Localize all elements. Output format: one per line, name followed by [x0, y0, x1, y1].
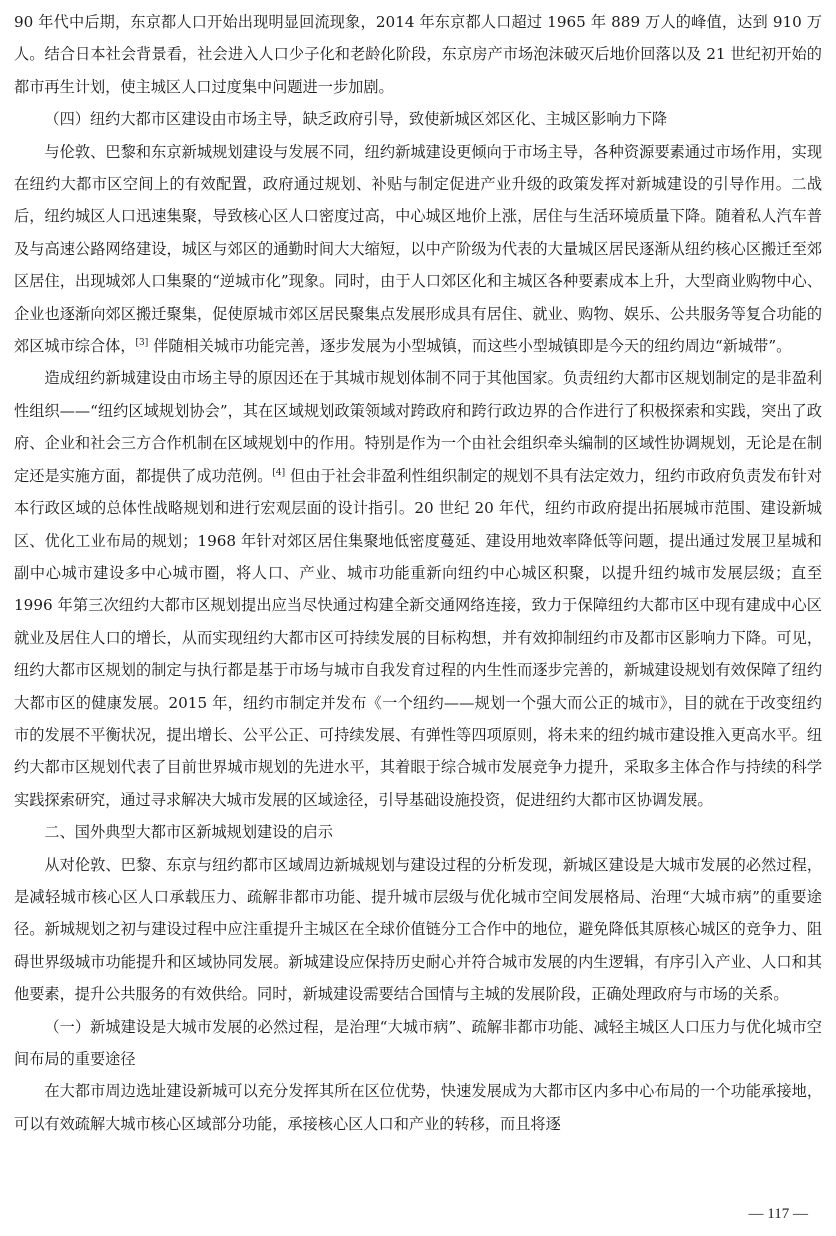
- body-paragraph: [14, 849, 822, 1011]
- body-paragraph: [14, 1075, 822, 1140]
- body-paragraph: [14, 6, 822, 103]
- text-run: （一）新城建设是大城市发展的必然过程，是治理“大城市病”、疏解非都市功能、减轻主城区人口压力与优化城市空间布局的重要途径: [14, 1017, 822, 1068]
- footnote-marker: [3]: [135, 338, 149, 348]
- footnote-marker: [4]: [272, 467, 286, 478]
- text-run: 与伦敦、巴黎和东京新城规划建设与发展不同，纽约新城建设更倾向于市场主导，各种资源要素通过市场作用，实现在纽约大都市区空间上的有效配置，政府通过规划、补贴与制定促进产业升级的政策发挥对新城建设的引导作用。二战后，纽约城区人口迅速集聚，导致核心区人口密度过高，中心城区地价上涨，居住与生活环境质量下降。随着私人汽车普及与高速公路网络建设，城区与郊区的通勤时间大大缩短，以中产阶级为代表的大量城区居民逐渐从纽约核心区搬迁至郊区居住，出现城郊人口集聚的“逆城市化”现象。同时，由于人口郊区化和主城区各种要素成本上升，大型商业购物中心、企业也逐渐向郊区搬迁聚集，促使原城市郊区居民聚集点发展形成具有居住、就业、购物、娱乐、公共服务等复合功能的郊区城市综合体，: [14, 142, 822, 356]
- text-run: 二、国外典型大都市区新城规划建设的启示: [44, 823, 333, 842]
- text-run: 但由于社会非盈利性组织制定的规划不具有法定效力，纽约市政府负责发布针对本行政区域的总体性战略规划和进行宏观层面的设计指引。20 世纪 20 年代，纽约市政府提出拓展城市范围、建设新城区、优化工业布局的规划；1968 年针对郊区居住集聚地低密度蔓延、建设用地效率降低等问题，提出通过发展卫星城和副中心城市建设多中心城市圈，将人口、产业、城市功能重新向纽约中心城区积聚，以提升纽约城市发展层级；直至 1996 年第三次纽约大都市区规划提出应当尽快通过构建全新交通网络连接，致力于保障纽约大都市区中现有建成中心区就业及居住人口的增长，从而实现纽约大都市区可持续发展的目标构想，并有效抑制纽约市及都市区影响力下降。可见，纽约大都市区规划的制定与执行都是基于市场与城市自我发育过程的内生性而逐步完善的，新城建设规划有效保障了纽约大都市区的健康发展。2015 年，纽约市制定并发布《一个纽约——规划一个强大而公正的城市》，目的就在于改变纽约市的发展不平衡状况，提出增长、公平公正、可持续发展、有弹性等四项原则，将未来的纽约城市建设推入更高水平。纽约大都市区规划代表了目前世界城市规划的先进水平，其着眼于综合城市发展竞争力提升，采取多主体合作与持续的科学实践探索研究，通过寻求解决大城市发展的区域途径，引导基础设施投资，促进纽约大都市区协调发展。: [14, 466, 823, 809]
- text-run: 从对伦敦、巴黎、东京与纽约都市区域周边新城规划与建设过程的分析发现，新城区建设是大城市发展的必然过程，是减轻城市核心区人口承载压力、疏解非都市功能、提升城市层级与优化城市空间发展格局、治理“大城市病”的重要途径。新城规划之初与建设过程中应注重提升主城区在全球价值链分工合作中的地位，避免降低其原核心城区的竞争力、阻碍世界级城市功能提升和区域协同发展。新城建设应保持历史耐心并符合城市发展的内生逻辑，有序引入产业、人口和其他要素，提升公共服务的有效供给。同时，新城建设需要结合国情与主城的发展阶段，正确处理政府与市场的关系。: [14, 855, 822, 1004]
- section-heading: [14, 816, 822, 848]
- text-run: （四）纽约大都市区建设由市场主导，缺乏政府引导，致使新城区郊区化、主城区影响力下降: [44, 110, 668, 129]
- body-paragraph: [14, 362, 822, 816]
- text-run: 伴随相关城市功能完善，逐步发展为小型城镇，而这些小型城镇即是今天的纽约周边“新城带”。: [148, 337, 792, 356]
- text-run: 在大都市周边选址建设新城可以充分发挥其所在区位优势，快速发展成为大都市区内多中心布局的一个功能承接地，可以有效疏解大城市核心区域部分功能，承接核心区人口和产业的转移，而且将逐: [14, 1082, 822, 1133]
- page-number: — 117 —: [748, 1206, 808, 1222]
- body-text: [14, 6, 822, 1140]
- body-paragraph: [14, 136, 822, 363]
- section-heading: [14, 103, 822, 135]
- section-heading: [14, 1011, 822, 1076]
- text-run: 造成纽约新城建设由市场主导的原因还在于其城市规划体制不同于其他国家。负责纽约大都市区规划制定的是非盈利性组织——“纽约区域规划协会”，其在区域规划政策领域对跨政府和跨行政边界的合作进行了积极探索和实践，突出了政府、企业和社会三方合作机制在区域规划中的作用。特别是作为一个由社会组织牵头编制的区域性协调规划，无论是在制定还是实施方面，都提供了成功范例。: [14, 369, 822, 485]
- text-run: 90 年代中后期，东京都人口开始出现明显回流现象，2014 年东京都人口超过 1965 年 889 万人的峰值，达到 910 万人。结合日本社会背景看，社会进入人口少子化和老龄化阶段，东京房产市场泡沫破灭后地价回落以及 21 世纪初开始的都市再生计划，使主城区人口过度集中问题进一步加剧。: [14, 13, 822, 96]
